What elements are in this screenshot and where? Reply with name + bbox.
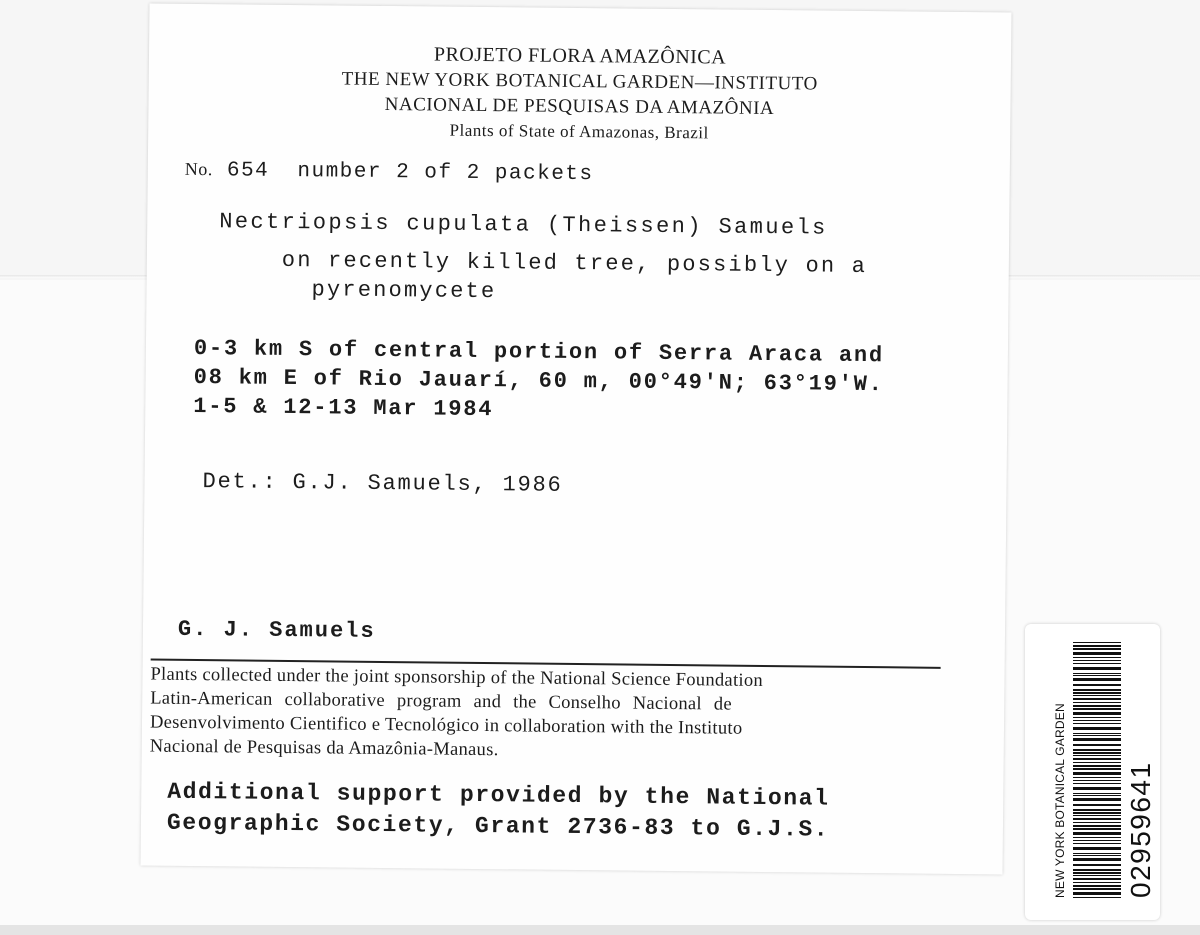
support-line: Geographic Society, Grant 2736-83 to G.J.S. <box>166 809 830 843</box>
barcode-bar <box>1073 882 1121 883</box>
barcode-bar <box>1073 843 1121 844</box>
additional-support <box>167 777 830 846</box>
label-header <box>148 40 1011 149</box>
barcode-bar <box>1073 872 1121 874</box>
collection-number: 654 <box>226 159 270 183</box>
barcode-label <box>1025 624 1160 920</box>
barcode-bar <box>1073 783 1121 784</box>
header-project: PROJETO FLORA AMAZÔNICA <box>433 43 727 69</box>
barcode-bar <box>1073 853 1121 854</box>
barcode-bar <box>1073 762 1121 763</box>
support-line: Additional support provided by the National <box>167 778 830 812</box>
envelope-edge <box>0 925 1200 935</box>
barcode-bar <box>1073 840 1121 841</box>
barcode-bar <box>1073 832 1121 835</box>
barcode-bar <box>1073 858 1121 861</box>
barcode-bar <box>1073 888 1121 890</box>
barcode-bar <box>1073 787 1121 790</box>
barcode-bar <box>1073 712 1121 715</box>
barcode-bar <box>1073 815 1121 816</box>
barcode-bar <box>1073 793 1121 794</box>
barcode-bar <box>1073 875 1121 876</box>
barcode-bar <box>1073 708 1121 710</box>
number-label: No. <box>184 158 213 180</box>
barcode-bar <box>1073 752 1121 754</box>
barcode-bar <box>1073 825 1121 827</box>
taxon-name: Nectriopsis cupulata (Theissen) Samuels <box>219 209 828 241</box>
sponsorship-line: Nacional de Pesquisas da Amazônia-Manaus. <box>149 736 499 761</box>
barcode-bar <box>1073 869 1121 871</box>
barcode-bar <box>1073 720 1121 721</box>
sponsorship-line: Desenvolvimento Cientifico e Tecnológico in collaboration with the Instituto <box>149 712 743 739</box>
barcode-bar <box>1073 735 1121 736</box>
barcode-bar <box>1073 837 1121 838</box>
barcode-bar <box>1073 812 1121 814</box>
barcode-rotated-group <box>1053 636 1165 898</box>
barcode-bar <box>1073 663 1121 664</box>
barcode-bar <box>1073 772 1121 775</box>
barcode-bar <box>1073 755 1121 756</box>
barcode-bar <box>1073 809 1121 811</box>
barcode-bar <box>1073 652 1121 655</box>
barcode-number: 02959641 <box>1125 761 1156 898</box>
header-institution: THE NEW YORK BOTANICAL GARDEN—INSTITUTO <box>341 68 818 95</box>
barcode-bar <box>1073 673 1121 674</box>
barcode-bar <box>1073 864 1121 866</box>
barcode-bar <box>1073 689 1121 691</box>
locality-line: 08 km E of Rio Jauarí, 60 m, 00°49'N; 63°19'W. <box>193 364 884 398</box>
locality-block <box>193 334 884 428</box>
barcode-bar <box>1073 749 1121 751</box>
barcode-bar <box>1073 723 1121 724</box>
barcode-bar <box>1073 684 1121 686</box>
barcode-bar <box>1073 738 1121 741</box>
barcode-bar <box>1073 855 1121 856</box>
sponsorship-line: Plants collected under the joint sponsorship of the National Science Foundation <box>150 664 764 691</box>
barcode-bar <box>1073 780 1121 781</box>
barcode-bar <box>1073 765 1121 767</box>
barcode-bar <box>1073 667 1121 670</box>
barcode-bar <box>1073 645 1121 647</box>
sponsorship-line: Latin-American collaborative program and the Conselho Nacional de <box>150 688 733 715</box>
barcode-bar <box>1073 892 1121 895</box>
barcode-bar <box>1073 705 1121 707</box>
barcode-bar <box>1073 768 1121 770</box>
substrate-line: on recently killed tree, possibly on a <box>281 247 868 280</box>
packet-info: number 2 of 2 packets <box>297 160 594 187</box>
determination: Det.: G.J. Samuels, 1986 <box>202 469 563 498</box>
collection-number-line <box>185 159 594 186</box>
barcode-bar <box>1073 847 1121 850</box>
barcode-bar <box>1073 878 1121 880</box>
barcode-bar <box>1073 828 1121 830</box>
barcode-bar <box>1073 777 1121 778</box>
barcode-bar <box>1073 678 1121 681</box>
barcode-bar <box>1073 758 1121 760</box>
barcode-bar <box>1073 675 1121 676</box>
barcode-bar <box>1073 744 1121 746</box>
herbarium-label <box>141 4 1012 875</box>
barcode-bar <box>1073 795 1121 796</box>
barcode-bar <box>1073 660 1121 661</box>
locality-line: 0-3 km S of central portion of Serra Araca and <box>193 335 885 369</box>
barcode-bar <box>1073 648 1121 650</box>
barcode-bar <box>1073 657 1121 658</box>
collector-name: G. J. Samuels <box>177 616 376 644</box>
barcode-bar <box>1073 727 1121 730</box>
barcode-bar <box>1073 642 1121 643</box>
sponsorship-text <box>150 663 941 767</box>
barcode-bar <box>1073 717 1121 718</box>
header-region: Plants of State of Amazonas, Brazil <box>449 120 709 143</box>
barcode-bar <box>1073 692 1121 694</box>
barcode-bar <box>1073 897 1121 898</box>
barcode-bar <box>1073 804 1121 806</box>
barcode-bar <box>1073 822 1121 823</box>
barcode-bars <box>1073 636 1121 898</box>
barcode-institution: NEW YORK BOTANICAL GARDEN <box>1053 703 1067 898</box>
barcode-bar <box>1073 702 1121 703</box>
barcode-bar <box>1073 733 1121 734</box>
barcode-bar <box>1073 698 1121 700</box>
substrate-line: pyrenomycete <box>311 277 497 305</box>
collection-date: 1-5 & 12-13 Mar 1984 <box>193 393 494 423</box>
barcode-bar <box>1073 885 1121 887</box>
header-institution-cont: NACIONAL DE PESQUISAS DA AMAZÔNIA <box>384 93 775 120</box>
barcode-bar <box>1073 818 1121 820</box>
barcode-bar <box>1073 798 1121 801</box>
barcode-bar <box>1073 695 1121 696</box>
